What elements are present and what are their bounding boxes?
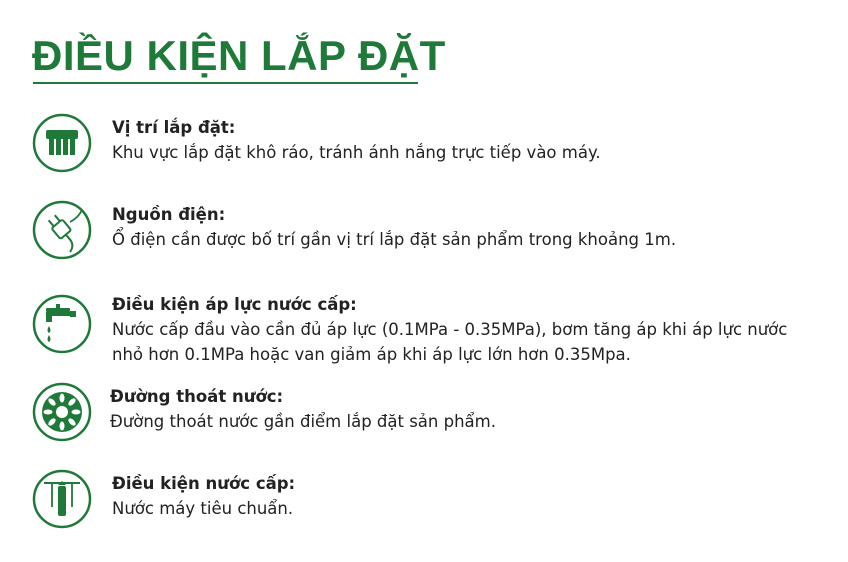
desc-line: Khu vực lắp đặt khô ráo, tránh ánh nắng trực tiếp vào máy. [112, 143, 601, 162]
drain-grate-icon [32, 382, 92, 442]
desc-line: Nước cấp đầu vào cần đủ áp lực (0.1MPa - 0.35MPa), bơm tăng áp khi áp lực nước [112, 320, 788, 339]
desc-line: Ổ điện cần được bố trí gần vị trí lắp đặt sản phẩm trong khoảng 1m. [112, 230, 677, 249]
item-label: Điều kiện áp lực nước cấp: [112, 295, 357, 314]
item-desc [110, 409, 496, 434]
item-label: Đường thoát nước: [110, 387, 284, 406]
desc-line: nhỏ hơn 0.1MPa hoặc van giảm áp khi áp lực lớn hơn 0.35Mpa. [112, 345, 631, 364]
water-tap-icon [32, 294, 92, 354]
location-stand-icon [32, 113, 92, 173]
item-desc [112, 317, 787, 367]
water-standard-icon [32, 469, 92, 529]
item-desc [112, 227, 676, 252]
desc-line: Đường thoát nước gần điểm lắp đặt sản phẩm. [110, 412, 496, 431]
power-plug-icon [32, 200, 92, 260]
item-desc [112, 496, 293, 521]
item-label: Điều kiện nước cấp: [112, 474, 296, 493]
item-desc [112, 140, 601, 165]
page-title: ĐIỀU KIỆN LẮP ĐẶT [32, 32, 446, 79]
item-label: Vị trí lắp đặt: [112, 118, 236, 137]
title-underline [33, 82, 418, 84]
item-label: Nguồn điện: [112, 205, 226, 224]
desc-line: Nước máy tiêu chuẩn. [112, 499, 294, 518]
